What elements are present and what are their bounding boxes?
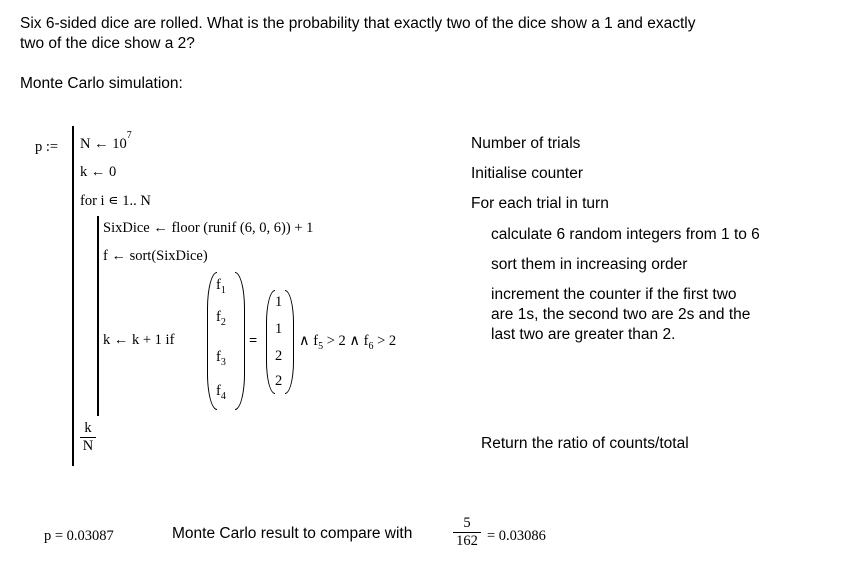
program-lhs: p := (35, 139, 59, 155)
comment-trials: Number of trials (471, 135, 581, 152)
return-fraction: k N (80, 420, 96, 455)
comment-sort: sort them in increasing order (491, 256, 688, 273)
compare-text: Monte Carlo result to compare with (172, 525, 413, 542)
line-sort: f ← sort(SixDice) (103, 248, 208, 264)
equality-sign: = (249, 333, 258, 349)
target-vector-item: 2 (275, 373, 283, 389)
result-p-value: p = 0.03087 (44, 528, 114, 544)
f-vector-item: $f_3$ (216, 349, 226, 368)
f-vector-item: $f_2$ (216, 309, 226, 328)
loop-bracket (97, 216, 99, 416)
exact-fraction: 5 162 (453, 515, 481, 550)
line-six-dice: SixDice ← floor (runif (6, 0, 6)) + 1 (103, 220, 314, 236)
target-vector-right-paren (285, 290, 294, 394)
target-vector-item: 1 (275, 321, 283, 337)
line-for-loop: for i ∊ 1.. N (80, 193, 151, 209)
exact-value: = 0.03086 (487, 528, 546, 544)
question-line-1: Six 6-sided dice are rolled. What is the probability that exactly two of the dice show a 1 and exactly (20, 15, 696, 32)
comment-increment-2: are 1s, the second two are 2s and the (491, 306, 751, 323)
target-vector-item: 1 (275, 294, 283, 310)
comment-calc: calculate 6 random integers from 1 to 6 (491, 226, 760, 243)
f-vector-item: $f_1$ (216, 277, 226, 296)
program-bracket (72, 126, 74, 466)
target-vector-left-paren (266, 290, 275, 394)
comment-init: Initialise counter (471, 165, 584, 182)
line-init-counter: k ← 0 (80, 164, 117, 180)
section-title: Monte Carlo simulation: (20, 75, 183, 92)
comment-return: Return the ratio of counts/total (481, 435, 689, 452)
comment-each-trial: For each trial in turn (471, 195, 609, 212)
question-line-2: two of the dice show a 2? (20, 35, 195, 52)
comment-increment-3: last two are greater than 2. (491, 326, 676, 343)
f-vector-item: $f_4$ (216, 383, 226, 402)
condition-expression: ∧ $f_5 > 2$ ∧ $f_6 > 2$ (299, 333, 397, 352)
f-vector-right-paren (235, 272, 245, 410)
comment-increment-1: increment the counter if the first two (491, 286, 737, 303)
line-trials: N ← $10^7$ (80, 130, 132, 152)
target-vector-item: 2 (275, 348, 283, 364)
line-increment: k ← k + 1 if (103, 332, 175, 348)
